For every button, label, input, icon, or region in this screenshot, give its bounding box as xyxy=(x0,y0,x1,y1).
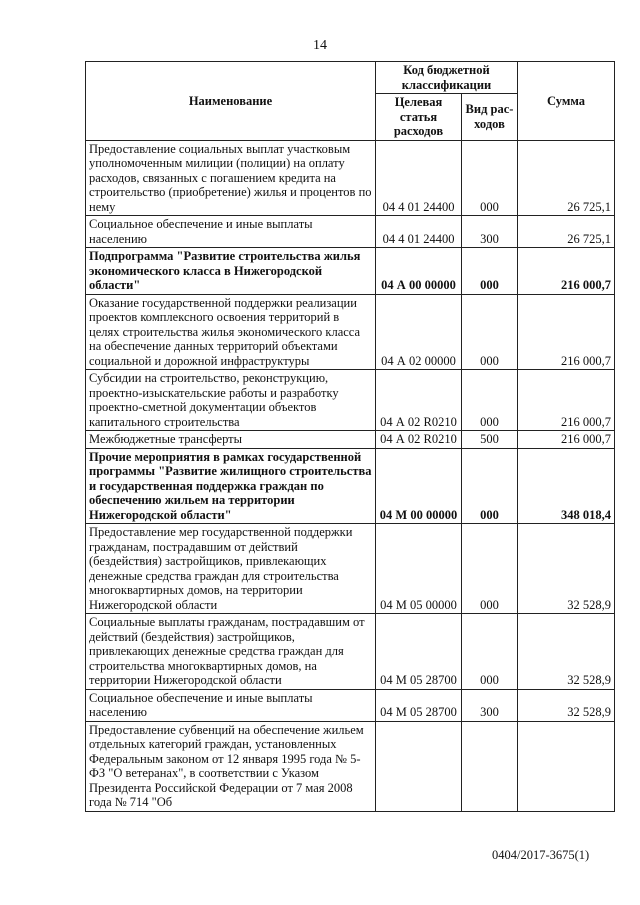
table-row xyxy=(86,248,615,295)
row-target-article-cell: 04 М 05 28700 xyxy=(376,689,462,721)
row-target-article-cell: 04 4 01 24400 xyxy=(376,216,462,248)
row-name-cell: Предоставление социальных выплат участковым уполномоченным милиции (полиции) на оплату расходов, связанных с погашением кредита на строительство (приобретение) жилья и процентов по нему xyxy=(86,140,376,216)
row-sum-cell: 216 000,7 xyxy=(518,431,615,449)
table-row xyxy=(86,614,615,690)
table-header-row xyxy=(86,62,615,94)
document-code: 0404/2017-3675(1) xyxy=(492,848,590,862)
header-sum: Сумма xyxy=(518,62,615,141)
row-expense-type-cell: 000 xyxy=(462,524,518,614)
table-row xyxy=(86,431,615,449)
row-target-article-cell: 04 4 01 24400 xyxy=(376,140,462,216)
row-sum-cell: 348 018,4 xyxy=(518,448,615,524)
budget-table xyxy=(85,61,615,812)
row-sum-cell: 216 000,7 xyxy=(518,370,615,431)
row-expense-type-cell: 300 xyxy=(462,216,518,248)
table-row xyxy=(86,140,615,216)
row-sum-cell: 26 725,1 xyxy=(518,216,615,248)
table-row xyxy=(86,294,615,370)
header-code-group: Код бюджетной классификации xyxy=(376,62,518,94)
row-name-cell: Подпрограмма "Развитие строительства жилья экономического класса в Нижегородской области" xyxy=(86,248,376,295)
row-target-article-cell: 04 А 02 R0210 xyxy=(376,431,462,449)
page-number: 14 xyxy=(313,38,327,53)
row-target-article-cell: 04 А 00 00000 xyxy=(376,248,462,295)
table-row xyxy=(86,216,615,248)
row-name-cell: Социальное обеспечение и иные выплаты населению xyxy=(86,689,376,721)
row-expense-type-cell xyxy=(462,721,518,811)
row-target-article-cell xyxy=(376,721,462,811)
row-expense-type-cell: 000 xyxy=(462,140,518,216)
table-row xyxy=(86,448,615,524)
row-sum-cell: 32 528,9 xyxy=(518,524,615,614)
row-expense-type-cell: 000 xyxy=(462,448,518,524)
row-target-article-cell: 04 М 05 00000 xyxy=(376,524,462,614)
row-name-cell: Межбюджетные трансферты xyxy=(86,431,376,449)
row-expense-type-cell: 000 xyxy=(462,370,518,431)
table-row xyxy=(86,524,615,614)
header-name: Наименование xyxy=(86,62,376,141)
row-target-article-cell: 04 А 02 R0210 xyxy=(376,370,462,431)
row-sum-cell xyxy=(518,721,615,811)
table-body xyxy=(86,140,615,811)
row-name-cell: Прочие мероприятия в рамках государственной программы "Развитие жилищного строительства и государственная поддержка граждан по обеспечению жильем на территории Нижегородской области" xyxy=(86,448,376,524)
row-name-cell: Социальные выплаты гражданам, пострадавшим от действий (бездействия) застройщиков, привлекающих денежные средства граждан для строительства многоквартирных домов, на территории Нижегородской области xyxy=(86,614,376,690)
row-expense-type-cell: 300 xyxy=(462,689,518,721)
row-expense-type-cell: 500 xyxy=(462,431,518,449)
row-name-cell: Оказание государственной поддержки реализации проектов комплексного освоения территорий в целях строительства жилья экономического класса на обеспечение данных территорий объектами социальной и дорожной инфраструктуры xyxy=(86,294,376,370)
header-expense-type: Вид рас-ходов xyxy=(462,94,518,141)
row-target-article-cell: 04 М 05 28700 xyxy=(376,614,462,690)
row-name-cell: Субсидии на строительство, реконструкцию, проектно-изыскательские работы и разработку проектно-сметной документации объектов капитального строительства xyxy=(86,370,376,431)
row-target-article-cell: 04 М 00 00000 xyxy=(376,448,462,524)
row-sum-cell: 32 528,9 xyxy=(518,689,615,721)
table-row xyxy=(86,689,615,721)
row-name-cell: Предоставление субвенций на обеспечение жильем отдельных категорий граждан, установленных Федеральным законом от 12 января 1995 года № 5-ФЗ "О ветеранах", в соответствии с Указом Президента Российской Федерации от 7 мая 2008 года № 714 "Об xyxy=(86,721,376,811)
row-sum-cell: 216 000,7 xyxy=(518,248,615,295)
row-name-cell: Социальное обеспечение и иные выплаты населению xyxy=(86,216,376,248)
row-expense-type-cell: 000 xyxy=(462,614,518,690)
row-expense-type-cell: 000 xyxy=(462,248,518,295)
row-sum-cell: 32 528,9 xyxy=(518,614,615,690)
table-row xyxy=(86,370,615,431)
row-sum-cell: 26 725,1 xyxy=(518,140,615,216)
row-target-article-cell: 04 А 02 00000 xyxy=(376,294,462,370)
row-expense-type-cell: 000 xyxy=(462,294,518,370)
header-target-article: Целевая статья расходов xyxy=(376,94,462,141)
table-row xyxy=(86,721,615,811)
row-name-cell: Предоставление мер государственной поддержки гражданам, пострадавшим от действий (бездействия) застройщиков, привлекающих денежные средства граждан для строительства многоквартирных домов, на территории Нижегородской области xyxy=(86,524,376,614)
row-sum-cell: 216 000,7 xyxy=(518,294,615,370)
